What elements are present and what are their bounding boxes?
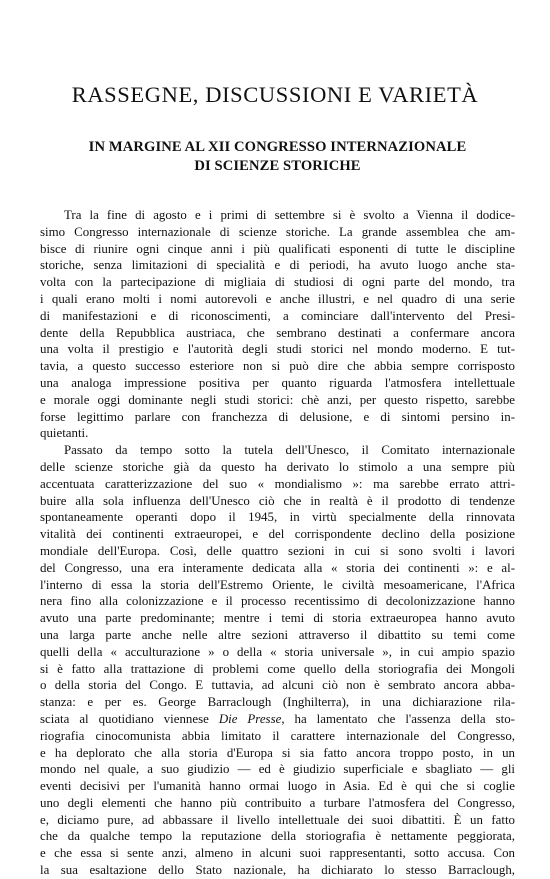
body-line: si è fatto alla trattazione di problemi come quello della storiografia dei Mongoli xyxy=(40,661,515,676)
body-line: dente della Repubblica austriaca, che sembrano destinati a confermare ancora xyxy=(40,325,515,340)
body-line: la sua esaltazione dello Stato nazionale, ha dichiarato lo stesso Barraclough, xyxy=(40,863,515,878)
body-line: buire alla sola influenza dell'Unesco ciò che in realtà è il prodotto di tendenze xyxy=(40,493,515,508)
body-line: sciata al quotidiano viennese Die Presse, ha lamentato che l'assenza della sto- xyxy=(40,711,515,726)
body-line: quietanti. xyxy=(40,426,89,441)
body-line: l'interno di essa la storia dell'Estremo Oriente, le civiltà mesoamericane, l'Africa xyxy=(40,577,515,592)
article-title-line-1: IN MARGINE AL XII CONGRESSO INTERNAZIONALE xyxy=(88,139,467,155)
body-line: una analoga impressione positiva per quanto riguarda l'atmosfera intellettuale xyxy=(40,375,515,390)
body-line: stanza: e per es. George Barraclough (Inghilterra), in una dichiarazione rila- xyxy=(40,695,515,710)
article-title-line-2: DI SCIENZE STORICHE xyxy=(194,158,361,174)
body-line: tavia, a questo successo esteriore non si può dire che abbia sempre corrisposto xyxy=(40,359,515,374)
body-line: simo Congresso internazionale di scienze storiche. La grande assemblea che am- xyxy=(40,224,515,239)
body-line: Tra la fine di agosto e i primi di settembre si è svolto a Vienna il dodice- xyxy=(64,208,515,222)
body-line: e morale oggi dominante negli studi storici: chè anzi, per questo rispetto, sarebbe xyxy=(40,392,515,407)
section-title: RASSEGNE, DISCUSSIONI E VARIETÀ xyxy=(71,82,479,107)
article-body xyxy=(40,207,515,879)
body-line: avuto una parte predominante; mentre i temi di storia extraeuropea hanno avuto xyxy=(40,611,515,626)
body-line: eventi decisivi per l'umanità hanno ormai luogo in Asia. Ed è qui che si coglie xyxy=(40,779,515,794)
body-line: o della storia del Congo. E tuttavia, ad alcuni ciò non è sembrato ancora abba- xyxy=(40,678,515,693)
body-line: quelli della « acculturazione » o della « storia universale », in cui ampio spazio xyxy=(40,644,515,659)
body-line: una larga parte anche nelle altre sezioni attraverso il dibattito su temi come xyxy=(40,627,515,642)
body-line: spontaneamente operanti dopo il 1945, in virtù specialmente della rinnovata xyxy=(40,510,515,525)
body-line: forse legittimo parlare con franchezza di delusione, e di sintomi persino in- xyxy=(40,409,515,424)
body-line: delle scienze storiche già da questo ha derivato lo stimolo a una sempre più xyxy=(40,459,515,474)
body-line: una volta il prestigio e l'autorità degli studi storici nel mondo moderno. E tut- xyxy=(40,342,515,357)
body-line: bisce di riunire ogni cinque anni i più qualificati esponenti di tutte le discipline xyxy=(40,241,515,256)
body-line: volta con la partecipazione di migliaia di studiosi di ogni parte del mondo, tra xyxy=(40,275,515,290)
body-line: vitalità dei continenti extraeuropei, e del corrispondente declino della posizione xyxy=(40,527,515,542)
body-line: nera fino alla colonizzazione e il processo recentissimo di decolonizzazione hanno xyxy=(40,594,515,609)
body-line: e ha deplorato che alla storia d'Europa si sia fatto ancora troppo posto, in un xyxy=(40,745,515,760)
newspaper-title: Die Presse xyxy=(218,711,282,726)
body-line: che da qualche tempo la reputazione della storiografia è nettamente peggiorata, xyxy=(40,829,515,844)
body-line: accentuata caratterizzazione del suo « mondialismo »: ma sarebbe errato attri- xyxy=(40,476,515,491)
body-line: riografia cinocomunista abbia limitato il carattere internazionale del Congresso, xyxy=(40,728,515,743)
body-line: mondiale dell'Europa. Così, delle quattro sezioni in cui si sono svolti i lavori xyxy=(40,543,515,558)
body-line: uno degli elementi che hanno più contribuito a turbare l'atmosfera del Congresso, xyxy=(40,795,515,810)
body-line: Passato da tempo sotto la tutela dell'Unesco, il Comitato internazionale xyxy=(64,443,515,458)
body-line: e, diciamo pure, ad abbassare il livello intellettuale dei suoi dibattiti. È un fatto xyxy=(40,812,515,827)
body-line: i quali erano molti i nomi autorevoli e anche illustri, e nel quadro di una serie xyxy=(40,291,515,306)
body-line: e che essa si sente anzi, almeno in alcuni suoi rappresentanti, sotto accusa. Con xyxy=(40,846,515,861)
body-line: storiche, senza limitazioni di specialità e di periodi, ha avuto luogo anche sta- xyxy=(40,258,515,273)
body-line: di manifestazioni e di riconoscimenti, a cominciare dall'intervento del Presi- xyxy=(40,308,515,323)
body-line: mondo nel quale, a suo giudizio — ed è giudizio superficiale e sbagliato — gli xyxy=(40,762,515,777)
body-line: del Congresso, una era interamente dedicata alla « storia dei continenti »: e al- xyxy=(40,560,515,575)
article-title xyxy=(40,138,515,176)
